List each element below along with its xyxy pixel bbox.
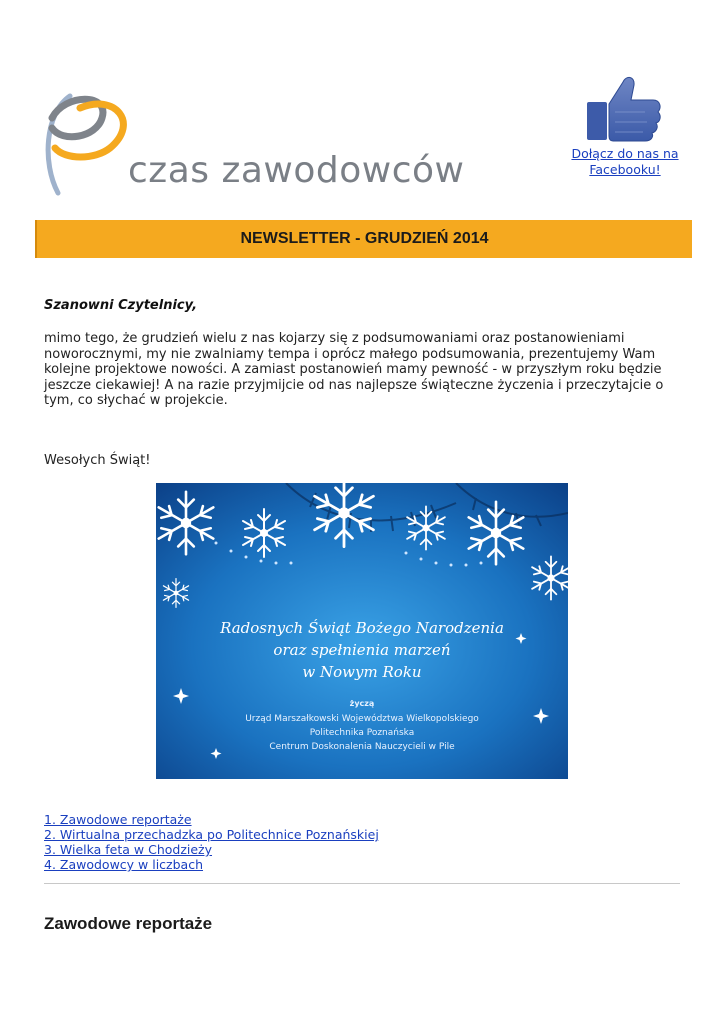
- card-from-label: życzą: [349, 699, 375, 708]
- toc-link-wirtualna-przechadzka[interactable]: 2. Wirtualna przechadzka po Politechnice Poznańskiej: [44, 827, 379, 842]
- card-org2: Politechnika Poznańska: [309, 728, 415, 738]
- divider: [44, 883, 680, 884]
- christmas-card-image: [156, 483, 568, 779]
- facebook-widget: [560, 72, 690, 178]
- card-org1: Urząd Marszałkowski Województwa Wielkopolskiego: [245, 714, 479, 724]
- wishes-text: Wesołych Świąt!: [44, 453, 151, 468]
- card-org3: Centrum Doskonalenia Nauczycieli w Pile: [269, 742, 455, 752]
- newsletter-banner: [35, 220, 692, 258]
- card-line1: Radosnych Świąt Bożego Narodzenia: [220, 619, 504, 637]
- toc-link-zawodowcy-w-liczbach[interactable]: 4. Zawodowcy w liczbach: [44, 857, 204, 872]
- card-line3: w Nowym Roku: [302, 663, 422, 681]
- newsletter-title: NEWSLETTER - GRUDZIEŃ 2014: [240, 230, 489, 247]
- section-title: Zawodowe reportaże: [44, 914, 213, 933]
- facebook-join-link[interactable]: Dołącz do nas na Facebooku!: [571, 146, 679, 177]
- toc-link-wielka-feta[interactable]: 3. Wielka feta w Chodzieży: [44, 842, 213, 857]
- table-of-contents: [44, 812, 379, 872]
- intro-paragraph: mimo tego, że grudzień wielu z nas kojarzy się z podsumowaniami oraz postanowieniami noworocznymi, my nie zwalniamy tempa i oprócz małego podsumowania, prezentujemy Wam kolejne projektowe nowości. A zamiast postanowień mamy pewność - w przyszłym roku będzie jeszcze ciekawiej! A na razie przyjmijcie od nas najlepsze świąteczne życzenia i przeczytajcie o tym, co słychać w projekcie.: [44, 331, 664, 408]
- logo-text: czas zawodowców: [128, 150, 465, 191]
- logo: [40, 88, 465, 198]
- card-line2: oraz spełnienia marzeń: [273, 641, 451, 659]
- orbit-logo-icon: [40, 88, 130, 198]
- greeting: Szanowni Czytelnicy,: [44, 298, 198, 313]
- toc-link-reportaze[interactable]: 1. Zawodowe reportaże: [44, 812, 192, 827]
- thumbs-up-icon[interactable]: [585, 72, 665, 142]
